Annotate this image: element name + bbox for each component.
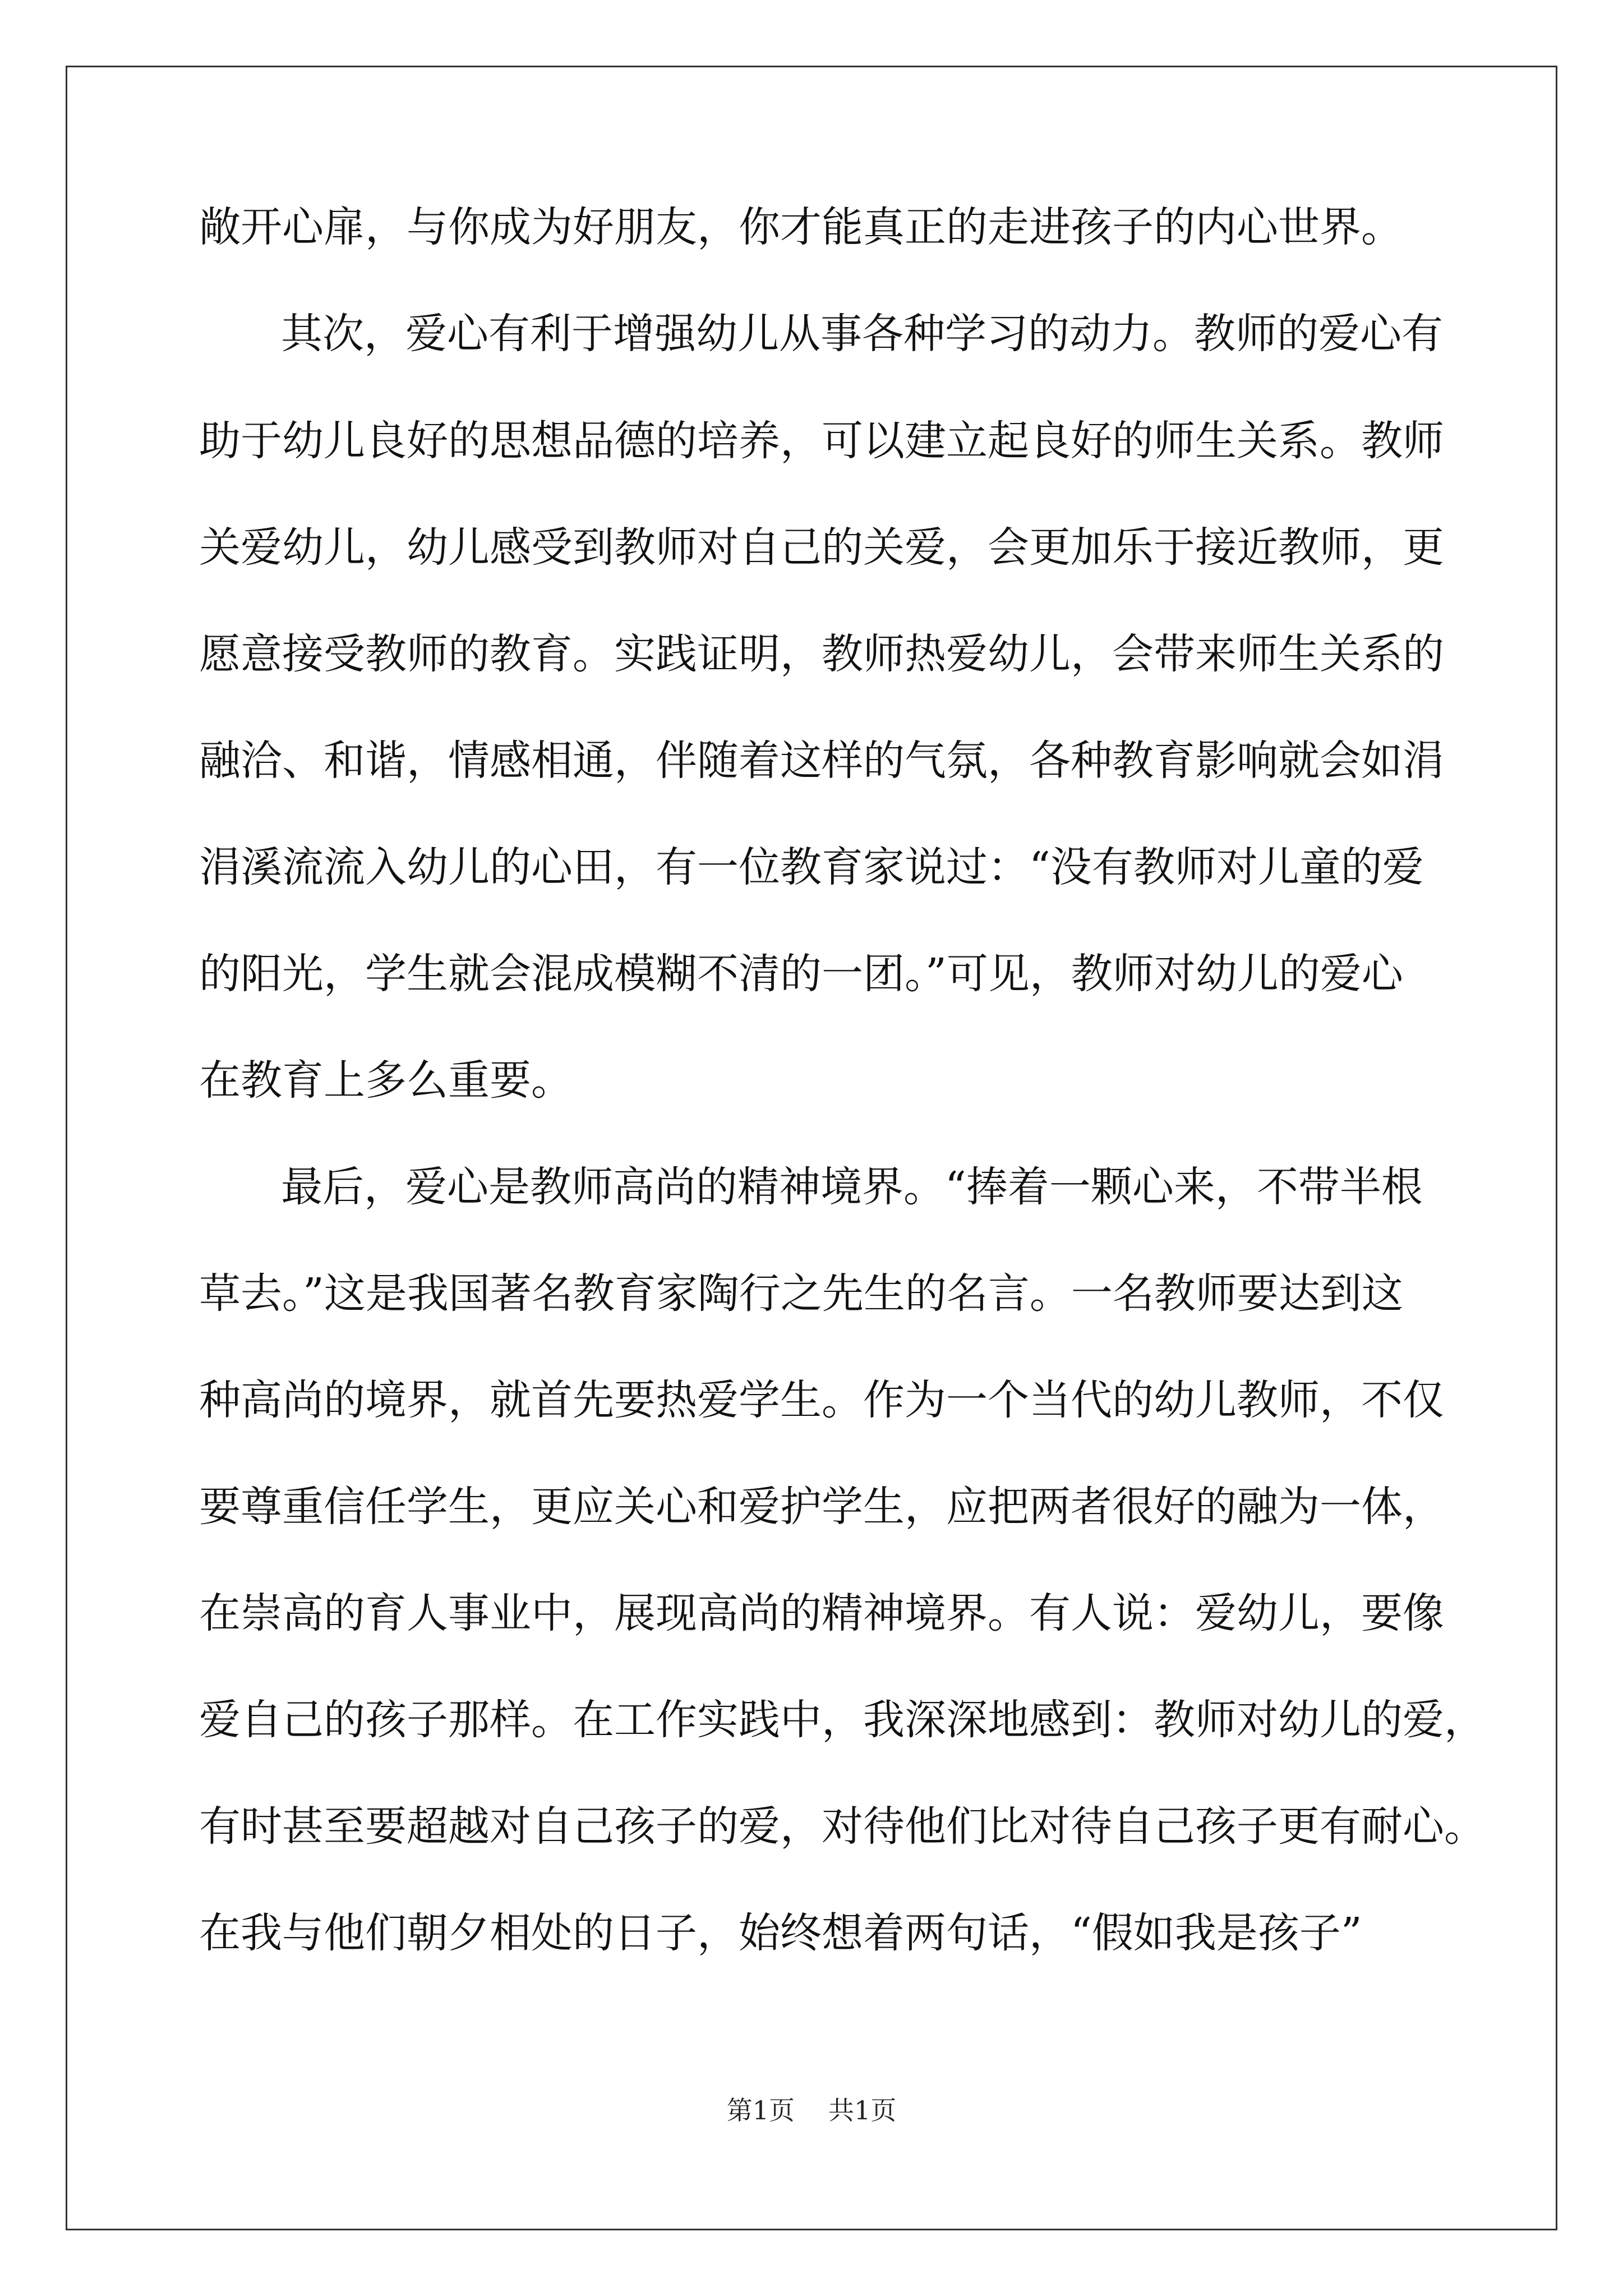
text-line-3: 助于幼儿良好的思想品德的培养，可以建立起良好的师生关系。教师 bbox=[199, 417, 1444, 465]
text-line-14: 在崇高的育人事业中，展现高尚的精神境界。有人说：爱幼儿，要像 bbox=[199, 1589, 1444, 1637]
text-line-11: 草去。”这是我国著名教育家陶行之先生的名言。一名教师要达到这 bbox=[199, 1269, 1403, 1318]
text-line-6: 融洽、和谐，情感相通，伴随着这样的气氛，各种教育影响就会如涓 bbox=[199, 737, 1444, 785]
text-line-15: 爱自己的孩子那样。在工作实践中，我深深地感到：教师对幼儿的爱， bbox=[199, 1696, 1486, 1744]
page-footer bbox=[0, 2093, 1623, 2127]
text-line-8: 的阳光，学生就会混成模糊不清的一团。”可见，教师对幼儿的爱心 bbox=[199, 950, 1403, 998]
text-line-2: 其次，爱心有利于增强幼儿从事各种学习的动力。教师的爱心有 bbox=[281, 310, 1443, 358]
text-line-4: 关爱幼儿，幼儿感受到教师对自己的关爱，会更加乐于接近教师，更 bbox=[199, 523, 1444, 572]
text-line-13: 要尊重信任学生，更应关心和爱护学生，应把两者很好的融为一体， bbox=[199, 1483, 1444, 1531]
text-line-10: 最后，爱心是教师高尚的精神境界。“捧着一颗心来，不带半根 bbox=[281, 1163, 1423, 1211]
text-line-12: 种高尚的境界，就首先要热爱学生。作为一个当代的幼儿教师，不仅 bbox=[199, 1376, 1444, 1424]
page-number: 第1页 bbox=[726, 2095, 795, 2125]
text-line-17: 在我与他们朝夕相处的日子，始终想着两句话，“假如我是孩子” bbox=[199, 1909, 1362, 1957]
text-line-5: 愿意接受教师的教育。实践证明，教师热爱幼儿，会带来师生关系的 bbox=[199, 630, 1444, 678]
text-line-1: 敞开心扉，与你成为好朋友，你才能真正的走进孩子的内心世界。 bbox=[199, 203, 1403, 251]
text-line-9: 在教育上多么重要。 bbox=[199, 1056, 573, 1105]
text-line-7: 涓溪流流入幼儿的心田，有一位教育家说过：“没有教师对儿童的爱 bbox=[199, 843, 1424, 891]
text-line-16: 有时甚至要超越对自己孩子的爱，对待他们比对待自己孩子更有耐心。 bbox=[199, 1802, 1486, 1851]
page-total: 共1页 bbox=[828, 2095, 897, 2125]
